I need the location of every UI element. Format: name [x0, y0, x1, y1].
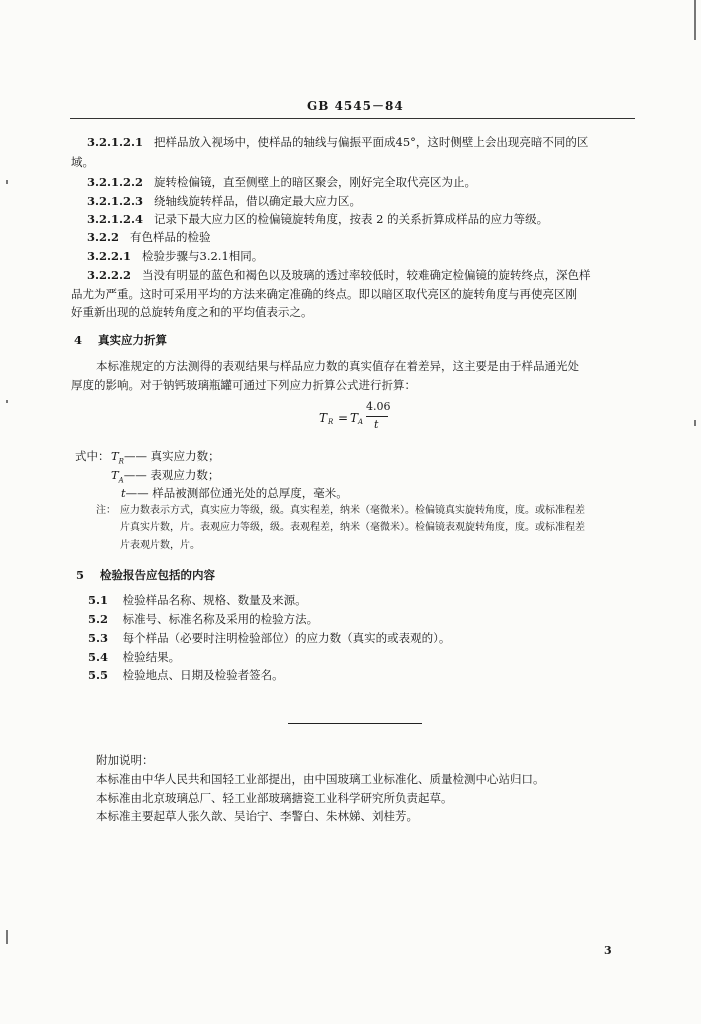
def-symbol-sub: A [118, 476, 124, 485]
clause-number: 3.2.2.1 [87, 249, 132, 263]
definition-row [111, 468, 219, 487]
def-text: —— 表观应力数； [123, 468, 220, 482]
note-line: 片表观片数，片。 [120, 540, 200, 551]
def-text: —— 样品被测部位通光处的总厚度，毫米。 [125, 486, 348, 500]
clause-text: 绕轴线旋转样品，借以确定最大应力区。 [154, 194, 361, 208]
scan-edge-left [6, 930, 8, 944]
definition-row [111, 449, 220, 468]
def-text: —— 真实应力数； [123, 449, 220, 463]
appendix-line: 本标准主要起草人张久歆、吴诒宁、李警白、朱林娣、刘桂芳。 [96, 809, 418, 823]
item-number: 5.4 [88, 650, 109, 664]
def-symbol: T [111, 449, 119, 463]
item-text: 检验结果。 [122, 650, 181, 664]
clause-text-continued: 好重新出现的总旋转角度之和的平均值表示之。 [71, 305, 313, 319]
item-number: 5.3 [88, 631, 109, 645]
note-line: 片真实片数，片。表观应力等级，级。表观程差，纳米（毫微米）。检偏镜表观旋转角度，度。或标准程差 [120, 522, 585, 533]
formula-rhs: T [350, 411, 359, 425]
appendix-title: 附加说明： [96, 753, 154, 767]
definition-row [121, 486, 348, 500]
scan-edge-right [694, 0, 696, 40]
clause-text-continued: 域。 [71, 155, 94, 169]
section-title: 检验报告应包括的内容 [100, 568, 216, 582]
formula-denominator: t [374, 418, 379, 431]
clause-text: 旋转检偏镜，直至侧壁上的暗区聚会，刚好完全取代亮区为止。 [154, 175, 476, 189]
item-text: 每个样品（必要时注明检验部位）的应力数（真实的或表观的）。 [122, 631, 451, 645]
scan-edge-left [6, 400, 8, 403]
scan-edge-left [6, 180, 8, 184]
paragraph-line: 本标准规定的方法测得的表观结果与样品应力数的真实值存在着差异，这主要是由于样品通光处 [96, 359, 579, 373]
clause-text: 检验步骤与3.2.1相同。 [142, 249, 264, 263]
fraction-bar [366, 416, 388, 417]
def-symbol-sub: R [118, 457, 124, 466]
section-4-heading [74, 333, 167, 347]
def-symbol: T [111, 468, 119, 482]
clause-3-2-1-2-3 [87, 194, 361, 208]
item-number: 5.5 [88, 668, 109, 682]
note-line: 应力数表示方式，真实应力等级，级。真实程差，纳米（毫微米）。检偏镜真实旋转角度，度。或标准程差 [120, 505, 585, 516]
clause-number: 3.2.1.2.2 [87, 175, 144, 189]
item-number: 5.2 [88, 612, 109, 626]
list-item [88, 650, 180, 664]
section-number: 4 [74, 333, 83, 347]
clause-3-2-1-2-1 [87, 135, 588, 149]
item-number: 5.1 [88, 593, 109, 607]
formula-numerator: 4.06 [366, 400, 391, 413]
formula-rhs-sub: A [358, 418, 364, 426]
section-divider [288, 723, 422, 724]
formula-equals: = [338, 411, 349, 425]
section-5-heading [76, 568, 215, 582]
item-text: 标准号、标准名称及采用的检验方法。 [122, 612, 319, 626]
note-label: 注： [96, 505, 116, 516]
appendix-line: 本标准由北京玻璃总厂、轻工业部玻璃搪瓷工业科学研究所负责起草。 [96, 791, 453, 805]
paragraph-line: 厚度的影响。对于钠钙玻璃瓶罐可通过下列应力折算公式进行折算： [71, 378, 416, 392]
list-item [88, 593, 307, 607]
stress-formula [319, 400, 389, 434]
list-item [88, 631, 450, 645]
clause-3-2-2 [87, 230, 210, 244]
appendix-line: 本标准由中华人民共和国轻工业部提出，由中国玻璃工业标准化、质量检测中心站归口。 [96, 772, 545, 786]
clause-text: 把样品放入视场中，使样品的轴线与偏振平面成45°，这时侧壁上会出现亮暗不同的区 [154, 135, 589, 149]
header-rule [70, 118, 635, 119]
list-item [88, 612, 318, 626]
clause-3-2-2-1 [87, 249, 263, 263]
clause-number: 3.2.1.2.3 [87, 194, 144, 208]
clause-number: 3.2.1.2.1 [87, 135, 144, 149]
list-item [88, 668, 284, 682]
item-text: 检验样品名称、规格、数量及来源。 [122, 593, 307, 607]
clause-text: 当没有明显的蓝色和褐色以及玻璃的透过率较低时，较难确定检偏镜的旋转终点，深色样 [142, 268, 591, 282]
item-text: 检验地点、日期及检验者签名。 [122, 668, 284, 682]
formula-lhs-sub: R [328, 418, 334, 426]
clause-text: 有色样品的检验 [129, 230, 211, 244]
clause-text-continued: 品尤为严重。这时可采用平均的方法来确定准确的终点。即以暗区取代亮区的旋转角度与再使亮区刚 [71, 287, 577, 301]
clause-text: 记录下最大应力区的检偏镜旋转角度，按表 2 的关系折算成样品的应力等级。 [154, 212, 549, 226]
clause-3-2-1-2-4 [87, 212, 548, 226]
clause-3-2-2-2 [87, 268, 591, 282]
formula-lhs: T [319, 411, 328, 425]
section-title: 真实应力折算 [98, 333, 168, 347]
clause-3-2-1-2-2 [87, 175, 476, 189]
clause-number: 3.2.2 [87, 230, 120, 244]
page-header: GB 4545－84 [307, 99, 404, 113]
clause-number: 3.2.1.2.4 [87, 212, 144, 226]
where-label: 式中： [75, 449, 110, 463]
page-number: 3 [604, 944, 612, 957]
scan-edge-right [694, 420, 696, 426]
section-number: 5 [76, 568, 85, 582]
clause-number: 3.2.2.2 [87, 268, 132, 282]
def-symbol: t [121, 486, 126, 500]
